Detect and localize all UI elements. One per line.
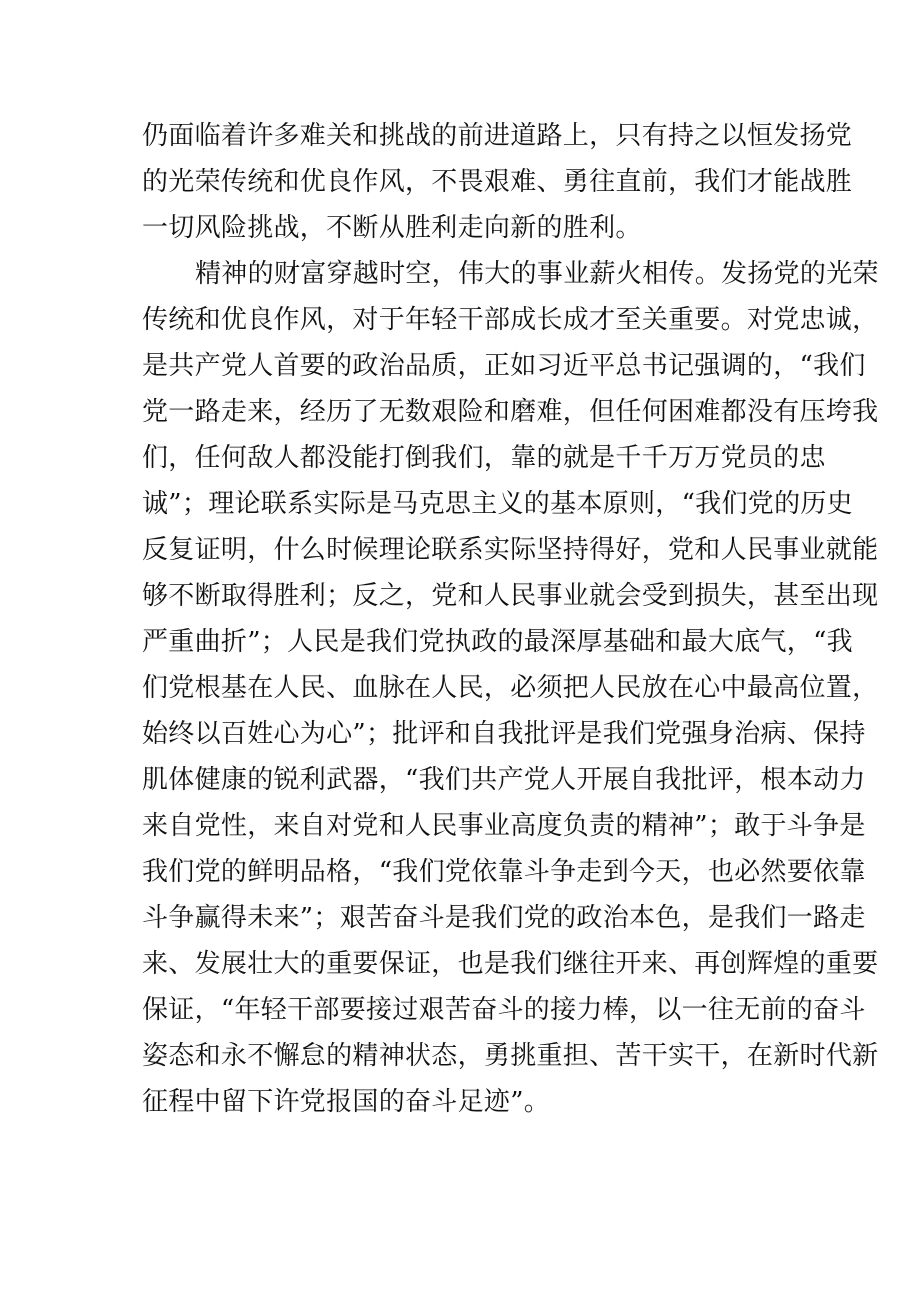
text-line-10: 反复证明，什么时候理论联系实际坚持得好，党和人民事业就能	[142, 535, 879, 565]
text-line-3: 一切风险挑战，不断从胜利走向新的胜利。	[142, 213, 642, 243]
text-line-15: 肌体健康的锐利武器，“我们共产党人开展自我批评，根本动力	[142, 765, 866, 795]
text-line-6: 是共产党人首要的政治品质，正如习近平总书记强调的，“我们	[142, 351, 866, 381]
text-line-7: 党一路走来，经历了无数艰险和磨难，但任何困难都没有压垮我	[142, 397, 879, 427]
text-line-20: 保证，“年轻干部要接过艰苦奋斗的接力棒，以一往无前的奋斗	[142, 995, 866, 1025]
paragraph-2-first-line: 精神的财富穿越时空，伟大的事业薪火相传。发扬党的光荣	[195, 259, 879, 289]
text-line-5: 传统和优良作风，对于年轻干部成长成才至关重要。对党忠诚，	[142, 305, 879, 335]
text-line-21: 姿态和永不懈怠的精神状态，勇挑重担、苦干实干，在新时代新	[142, 1041, 879, 1071]
text-line-22: 征程中留下许党报国的奋斗足迹”。	[142, 1087, 551, 1117]
text-line-11: 够不断取得胜利；反之，党和人民事业就会受到损失，甚至出现	[142, 581, 879, 611]
text-line-9: 诚”；理论联系实际是马克思主义的基本原则，“我们党的历史	[142, 489, 853, 519]
text-line-19: 来、发展壮大的重要保证，也是我们继往开来、再创辉煌的重要	[142, 949, 879, 979]
text-line-1: 仍面临着许多难关和挑战的前进道路上，只有持之以恒发扬党	[142, 121, 853, 151]
text-line-17: 我们党的鲜明品格，“我们党依靠斗争走到今天，也必然要依靠	[142, 857, 866, 887]
text-line-2: 的光荣传统和优良作风，不畏艰难、勇往直前，我们才能战胜	[142, 167, 853, 197]
text-line-18: 斗争赢得未来”；艰苦奋斗是我们党的政治本色，是我们一路走	[142, 903, 866, 933]
text-line-12: 严重曲折”；人民是我们党执政的最深厚基础和最大底气，“我	[142, 627, 853, 657]
text-line-13: 们党根基在人民、血脉在人民，必须把人民放在心中最高位置，	[142, 673, 879, 703]
text-line-16: 来自党性，来自对党和人民事业高度负责的精神”；敢于斗争是	[142, 811, 866, 841]
text-line-14: 始终以百姓心为心”；批评和自我批评是我们党强身治病、保持	[142, 719, 866, 749]
text-line-8: 们，任何敌人都没能打倒我们，靠的就是千千万万党员的忠	[142, 443, 826, 473]
